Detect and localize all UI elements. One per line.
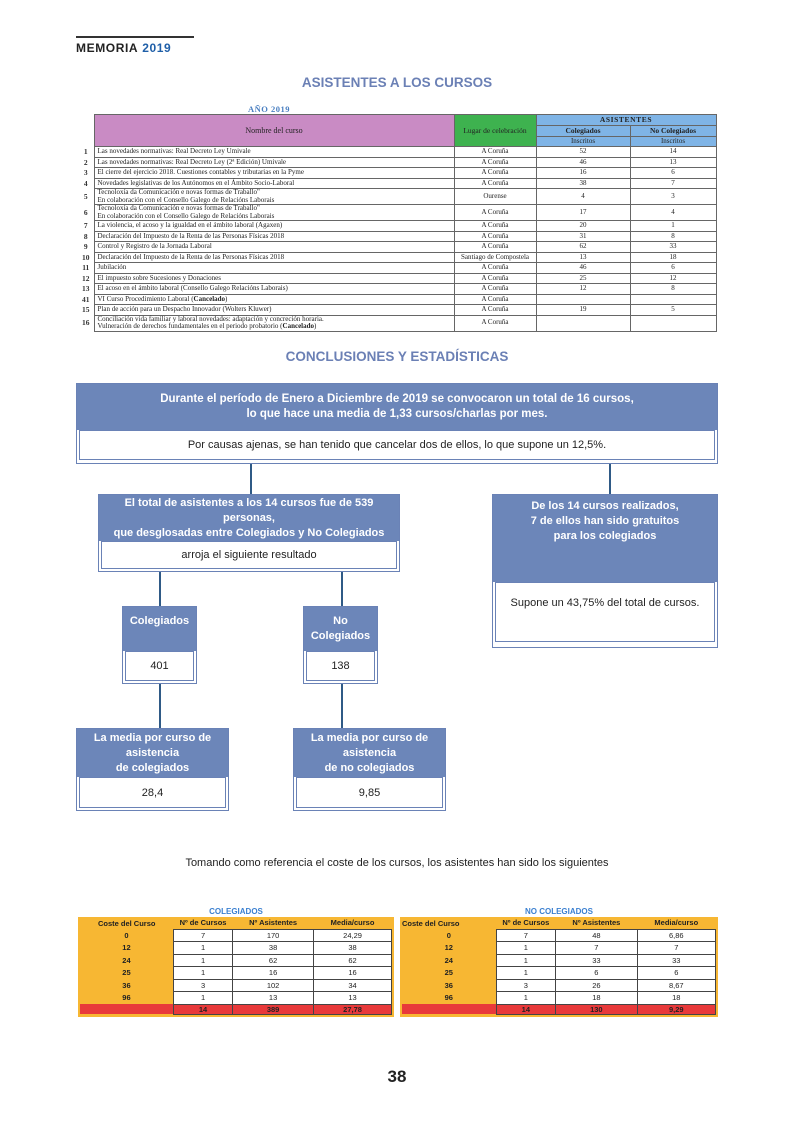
media-colegiados-line-1: La media por curso de asistencia (93, 731, 212, 759)
row-number: 13 (82, 284, 90, 293)
row-number: 11 (82, 263, 90, 272)
header-average: Media/curso (637, 917, 715, 929)
table-cell: 1 (496, 942, 556, 955)
course-place: A Coruña (454, 157, 536, 168)
row-number: 8 (83, 231, 88, 241)
header-num-attendees: Nº Asistentes (233, 917, 314, 929)
table-cell: 3 (173, 979, 232, 992)
table-cell: 16 (314, 967, 392, 980)
table-cell: 24,29 (314, 929, 392, 942)
no-colegiados-count: 12 (630, 273, 716, 284)
header-no-colegiados: No Colegiados (630, 126, 716, 136)
free-courses-line-2: 7 de ellos han sido gratuitos (530, 515, 680, 527)
cost-value: 36 (80, 979, 173, 992)
media-colegiados-value: 28,4 (79, 777, 226, 808)
cost-value: 0 (402, 929, 496, 942)
section-title-asistentes: ASISTENTES A LOS CURSOS (301, 75, 493, 90)
row-number: 6 (83, 207, 88, 217)
table-row (78, 305, 716, 316)
no-colegiados-count: 4 (630, 205, 716, 221)
table-cell: 18 (637, 992, 715, 1005)
table-cell: 62 (233, 954, 314, 967)
header-num-courses: Nº de Cursos (173, 917, 232, 929)
media-no-colegiados-value: 9,85 (296, 777, 443, 808)
no-colegiados-count: 8 (630, 284, 716, 295)
course-place: A Coruña (454, 294, 536, 305)
course-name: Plan de acción para un Despacho Innovador (Wolters Kluwer) (94, 305, 454, 316)
no-colegiados-count (630, 294, 716, 305)
table-row (402, 967, 716, 980)
cost-value: 25 (80, 967, 173, 980)
course-name: Declaración del Impuesto de la Renta de las Personas Físicas 2018 (94, 252, 454, 263)
table-cell: 1 (173, 992, 232, 1005)
course-place: A Coruña (454, 178, 536, 189)
colegiados-count: 17 (536, 205, 630, 221)
connector-line (341, 572, 343, 607)
table-row (402, 992, 716, 1005)
summary-cancelled-text: Por causas ajenas, se han tenido que cancelar dos de ellos, lo que supone un 12,5%. (79, 430, 715, 460)
course-table (78, 114, 717, 332)
course-place: A Coruña (454, 263, 536, 274)
table-row (78, 189, 716, 205)
course-place: A Coruña (454, 147, 536, 158)
table-row (78, 263, 716, 274)
cost-value: 24 (402, 954, 496, 967)
table-cell: 33 (556, 954, 638, 967)
table-cell: 6,86 (637, 929, 715, 942)
course-name: Las novedades normativas: Real Decreto Ley (2ª Edición) Umivale (94, 157, 454, 168)
cost-value: 12 (402, 942, 496, 955)
course-name: Jubilación (94, 263, 454, 274)
table-cell: 7 (637, 942, 715, 955)
header-colegiados: Colegiados (536, 126, 630, 136)
table-row (78, 221, 716, 232)
table-row (78, 294, 716, 305)
connector-line (159, 572, 161, 607)
table-cell: 3 (496, 979, 556, 992)
course-place: A Coruña (454, 284, 536, 295)
table-row (80, 967, 392, 980)
header-course-name: Nombre del curso (94, 115, 454, 147)
row-number: 7 (83, 221, 88, 230)
page-header (76, 36, 194, 55)
free-courses-line-3: para los colegiados (553, 530, 657, 542)
colegiados-count: 25 (536, 273, 630, 284)
table-cell: 102 (233, 979, 314, 992)
table-cell: 1 (173, 967, 232, 980)
colegiados-count: 31 (536, 231, 630, 242)
connector-line (159, 684, 161, 728)
course-name: Tecnoloxía da Comunicación e novas formas de Traballo" En colaboración con el Consello Galego de Relacións Laborais (94, 205, 454, 221)
table-row (78, 252, 716, 263)
row-number: 2 (83, 157, 88, 167)
cost-value: 12 (80, 942, 173, 955)
colegiados-count: 19 (536, 305, 630, 316)
row-number: 12 (82, 273, 90, 283)
header-cost: Coste del Curso (402, 917, 496, 929)
connector-line (250, 464, 252, 494)
colegiados-box (122, 606, 197, 684)
summary-box-total-courses (76, 383, 718, 464)
table-cell: 7 (173, 929, 232, 942)
total-cell: 389 (233, 1004, 314, 1014)
header-inscritos: Inscritos (630, 136, 716, 146)
summary-line-2: lo que hace una media de 1,33 cursos/charlas por mes. (246, 408, 548, 420)
cost-value: 96 (402, 992, 496, 1005)
course-place: A Coruña (454, 315, 536, 331)
course-name: El impuesto sobre Sucesiones y Donaciones (94, 273, 454, 284)
row-number: 10 (82, 252, 90, 262)
course-name: Novedades legislativas de los Autónomos en el Ámbito Socio-Laboral (94, 178, 454, 189)
colegiados-count: 38 (536, 178, 630, 189)
cost-table-colegiados (78, 907, 394, 1017)
table-cell: 1 (173, 942, 232, 955)
course-name: La violencia, el acoso y la igualdad en el ámbito laboral (Agaxen) (94, 221, 454, 232)
header-rule (76, 36, 194, 38)
table-row (402, 942, 716, 955)
cost-value: 36 (402, 979, 496, 992)
table-cell: 1 (496, 954, 556, 967)
cost-caption: Tomando como referencia el coste de los cursos, los asistentes han sido los siguientes (185, 857, 609, 869)
course-name: Control y Registro de la Jornada Laboral (94, 242, 454, 253)
total-cell: 9,29 (637, 1004, 715, 1014)
course-place: A Coruña (454, 168, 536, 179)
total-cell (402, 1004, 496, 1014)
header-attendees: ASISTENTES (536, 115, 716, 126)
no-colegiados-count: 13 (630, 157, 716, 168)
table-cell: 1 (496, 992, 556, 1005)
colegiados-count: 46 (536, 157, 630, 168)
cost-table-title: COLEGIADOS (209, 907, 263, 916)
no-colegiados-count: 7 (630, 178, 716, 189)
course-name: Tecnoloxía da Comunicación e novas formas de Traballo" En colaboración con el Consello Galego de Relacións Laborais (94, 189, 454, 205)
cost-table-no-colegiados (400, 907, 718, 1017)
media-no-colegiados-line-1: La media por curso de asistencia (310, 731, 429, 759)
table-cell: 7 (556, 942, 638, 955)
header-average: Media/curso (314, 917, 392, 929)
media-no-colegiados-box (293, 728, 446, 811)
table-cell: 13 (314, 992, 392, 1005)
free-courses-box (492, 494, 718, 648)
table-cell: 38 (314, 942, 392, 955)
table-row (78, 231, 716, 242)
course-name: Conciliación vida familiar y laboral novedades: adaptación y concreción horaria. Vulneración de derechos fundamentales en el periodo probatorio (Cancelado) (94, 315, 454, 331)
row-number: 9 (83, 242, 88, 251)
table-cell: 7 (496, 929, 556, 942)
table-cell: 13 (233, 992, 314, 1005)
colegiados-count: 52 (536, 147, 630, 158)
summary-line-1: Durante el período de Enero a Diciembre de 2019 se convocaron un total de 16 cursos, (160, 393, 634, 405)
total-row (402, 1004, 716, 1014)
table-row (78, 147, 716, 158)
attendees-line-2: que desglosadas entre Colegiados y No Colegiados (113, 526, 385, 539)
table-cell: 1 (173, 954, 232, 967)
colegiados-count: 16 (536, 168, 630, 179)
course-place: A Coruña (454, 273, 536, 284)
table-row (78, 205, 716, 221)
attendees-result-text: arroja el siguiente resultado (101, 541, 397, 569)
no-colegiados-count: 3 (630, 189, 716, 205)
total-cell (80, 1004, 173, 1014)
no-colegiados-label: No Colegiados (304, 607, 377, 651)
colegiados-count: 46 (536, 263, 630, 274)
colegiados-label: Colegiados (123, 607, 196, 651)
colegiados-count (536, 294, 630, 305)
table-cell: 38 (233, 942, 314, 955)
no-colegiados-count: 14 (630, 147, 716, 158)
total-row (80, 1004, 392, 1014)
table-cell: 48 (556, 929, 638, 942)
table-row (402, 954, 716, 967)
free-courses-percent-text: Supone un 43,75% del total de cursos. (495, 582, 715, 642)
colegiados-count: 20 (536, 221, 630, 232)
colegiados-count: 13 (536, 252, 630, 263)
header-title: MEMORIA (76, 41, 139, 55)
table-cell: 6 (637, 967, 715, 980)
attendees-line-1: El total de asistentes a los 14 cursos fue de 539 personas, (124, 496, 374, 524)
media-colegiados-box (76, 728, 229, 811)
no-colegiados-count: 6 (630, 168, 716, 179)
total-cell: 130 (556, 1004, 638, 1014)
no-colegiados-box (303, 606, 378, 684)
no-colegiados-value: 138 (306, 651, 375, 681)
course-name: Declaración del Impuesto de la Renta de las Personas Físicas 2018 (94, 231, 454, 242)
table-cell: 34 (314, 979, 392, 992)
connector-line (609, 464, 611, 494)
header-inscritos: Inscritos (536, 136, 630, 146)
table-cell: 8,67 (637, 979, 715, 992)
course-place: A Coruña (454, 305, 536, 316)
total-cell: 14 (496, 1004, 556, 1014)
table-row (78, 273, 716, 284)
row-number: 16 (82, 318, 90, 328)
row-number: 5 (83, 191, 88, 201)
row-number: 4 (83, 178, 88, 188)
header-num-attendees: Nº Asistentes (556, 917, 638, 929)
media-no-colegiados-line-2: de no colegiados (324, 761, 415, 774)
table-row (80, 992, 392, 1005)
row-number: 41 (82, 294, 90, 304)
colegiados-count: 62 (536, 242, 630, 253)
course-place: A Coruña (454, 205, 536, 221)
no-colegiados-count: 6 (630, 263, 716, 274)
media-colegiados-line-2: de colegiados (115, 761, 190, 774)
course-name: El acoso en el ámbito laboral (Consello Galego Relacións Laborais) (94, 284, 454, 295)
colegiados-count: 12 (536, 284, 630, 295)
course-name: El cierre del ejercicio 2018. Cuestiones contables y tributarias en la Pyme (94, 168, 454, 179)
colegiados-value: 401 (125, 651, 194, 681)
row-number: 15 (82, 305, 90, 314)
course-place: A Coruña (454, 231, 536, 242)
table-row (78, 157, 716, 168)
table-cell: 26 (556, 979, 638, 992)
no-colegiados-count: 8 (630, 231, 716, 242)
table-row (80, 954, 392, 967)
row-number: 1 (83, 147, 88, 156)
table-cell: 170 (233, 929, 314, 942)
no-colegiados-count: 5 (630, 305, 716, 316)
table-row (402, 929, 716, 942)
table-row (78, 284, 716, 295)
cost-value: 96 (80, 992, 173, 1005)
course-table-year: AÑO 2019 (248, 104, 291, 114)
page-number: 38 (387, 1067, 407, 1086)
no-colegiados-count: 18 (630, 252, 716, 263)
table-cell: 16 (233, 967, 314, 980)
table-row (80, 979, 392, 992)
course-place: Ourense (454, 189, 536, 205)
table-row (402, 979, 716, 992)
connector-line (341, 684, 343, 728)
cost-value: 25 (402, 967, 496, 980)
table-row (78, 168, 716, 179)
table-cell: 18 (556, 992, 638, 1005)
cost-value: 24 (80, 954, 173, 967)
total-cell: 27,78 (314, 1004, 392, 1014)
row-number: 3 (83, 168, 88, 177)
course-place: A Coruña (454, 242, 536, 253)
no-colegiados-count: 33 (630, 242, 716, 253)
table-row (78, 242, 716, 253)
table-cell: 6 (556, 967, 638, 980)
no-colegiados-count (630, 315, 716, 331)
table-row (78, 178, 716, 189)
table-row (80, 942, 392, 955)
course-place: Santiago de Compostela (454, 252, 536, 263)
header-year: 2019 (142, 41, 172, 55)
table-row (78, 315, 716, 331)
header-place: Lugar de celebración (454, 115, 536, 147)
no-colegiados-count: 1 (630, 221, 716, 232)
total-attendees-box (98, 494, 400, 572)
table-cell: 62 (314, 954, 392, 967)
colegiados-count: 4 (536, 189, 630, 205)
header-cost: Coste del Curso (80, 917, 173, 929)
table-cell: 1 (496, 967, 556, 980)
table-cell: 33 (637, 954, 715, 967)
total-cell: 14 (173, 1004, 232, 1014)
section-title-conclusiones: CONCLUSIONES Y ESTADÍSTICAS (285, 349, 509, 364)
colegiados-count (536, 315, 630, 331)
course-name: Las novedades normativas: Real Decreto Ley Umivale (94, 147, 454, 158)
course-place: A Coruña (454, 221, 536, 232)
course-name: VI Curso Procedimiento Laboral (Cancelado) (94, 294, 454, 305)
cost-value: 0 (80, 929, 173, 942)
free-courses-line-1: De los 14 cursos realizados, (531, 500, 679, 512)
table-row (80, 929, 392, 942)
header-num-courses: Nº de Cursos (496, 917, 556, 929)
cost-table-title: NO COLEGIADOS (524, 907, 593, 916)
